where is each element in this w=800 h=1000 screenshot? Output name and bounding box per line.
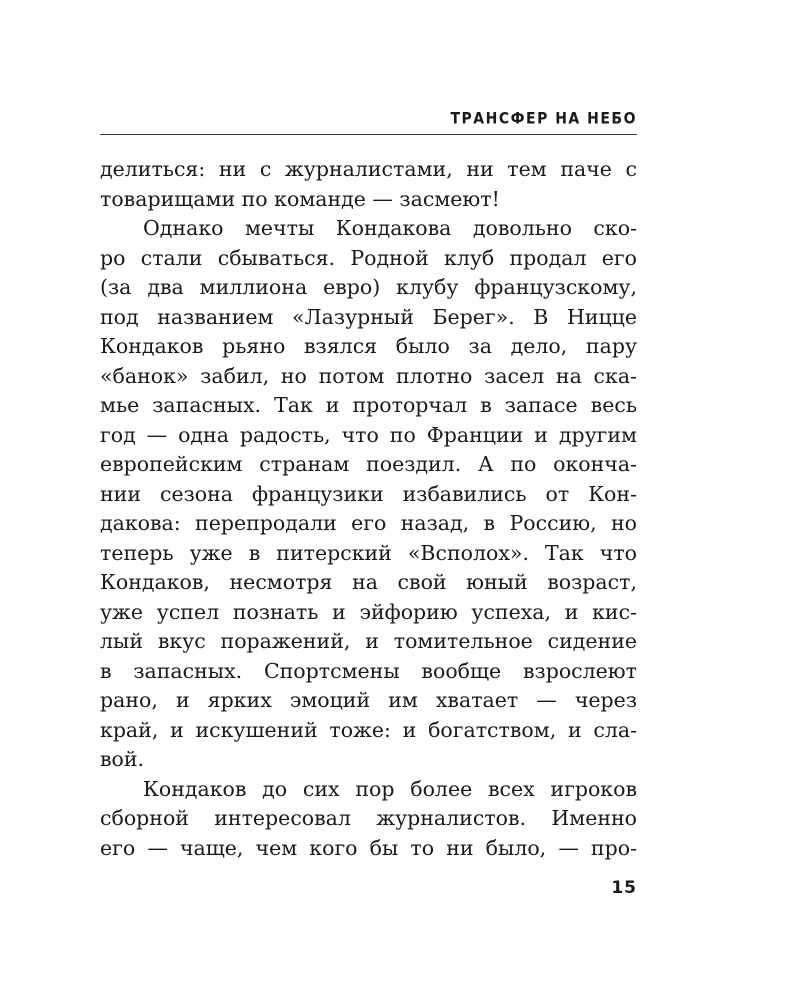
text-line: Однако мечты Кондакова довольно ско-	[143, 216, 637, 240]
text-line: (за два миллиона евро) клубу французскому,	[100, 275, 637, 299]
text-line: в запасных. Спортсмены вообще взрослеют	[100, 658, 637, 683]
text-line: вой.	[100, 747, 145, 771]
text-line: «банок» забил, но потом плотно засел на ска-	[100, 363, 637, 388]
body-text	[100, 155, 637, 863]
text-line: Кондаков, несмотря на свой юный возраст,	[100, 570, 637, 594]
text-line: товарищами по команде — засмеют!	[100, 186, 500, 211]
header-rule	[100, 134, 637, 135]
text-line: уже успел познать и эйфорию успеха, и кис-	[100, 599, 637, 624]
text-line: ро стали сбываться. Родной клуб продал его	[100, 245, 637, 270]
text-line: лый вкус поражений, и томительное сидение	[100, 629, 637, 653]
text-line: рано, и ярких эмоций им хватает — через	[100, 688, 637, 712]
text-line: его — чаще, чем кого бы то ни было, — про-	[100, 835, 637, 860]
text-line: год — одна радость, что по Франции и другим	[100, 422, 637, 447]
running-title: ТРАНСФЕР НА НЕБО	[450, 109, 637, 129]
text-line: мье запасных. Так и проторчал в запасе весь	[100, 393, 637, 417]
running-header	[100, 108, 637, 130]
text-line: под названием «Лазурный Берег». В Ницце	[100, 304, 637, 329]
text-line: сборной интересовал журналистов. Именно	[100, 806, 637, 830]
page-number: 15	[611, 878, 637, 898]
text-line: европейским странам поездил. А по оконча-	[100, 452, 637, 476]
text-line: край, и искушений тоже: и богатством, и сла-	[100, 717, 637, 742]
text-line: Кондаков рьяно взялся было за дело, пару	[100, 334, 637, 358]
text-line: Кондаков до сих пор более всех игроков	[143, 776, 637, 801]
text-line: дакова: перепродали его назад, в Россию, но	[100, 511, 637, 535]
text-line: теперь уже в питерский «Всполох». Так что	[100, 540, 637, 565]
text-line: делиться: ни с журналистами, ни тем паче с	[100, 157, 637, 181]
text-line: нии сезона французики избавились от Кон-	[100, 481, 637, 506]
